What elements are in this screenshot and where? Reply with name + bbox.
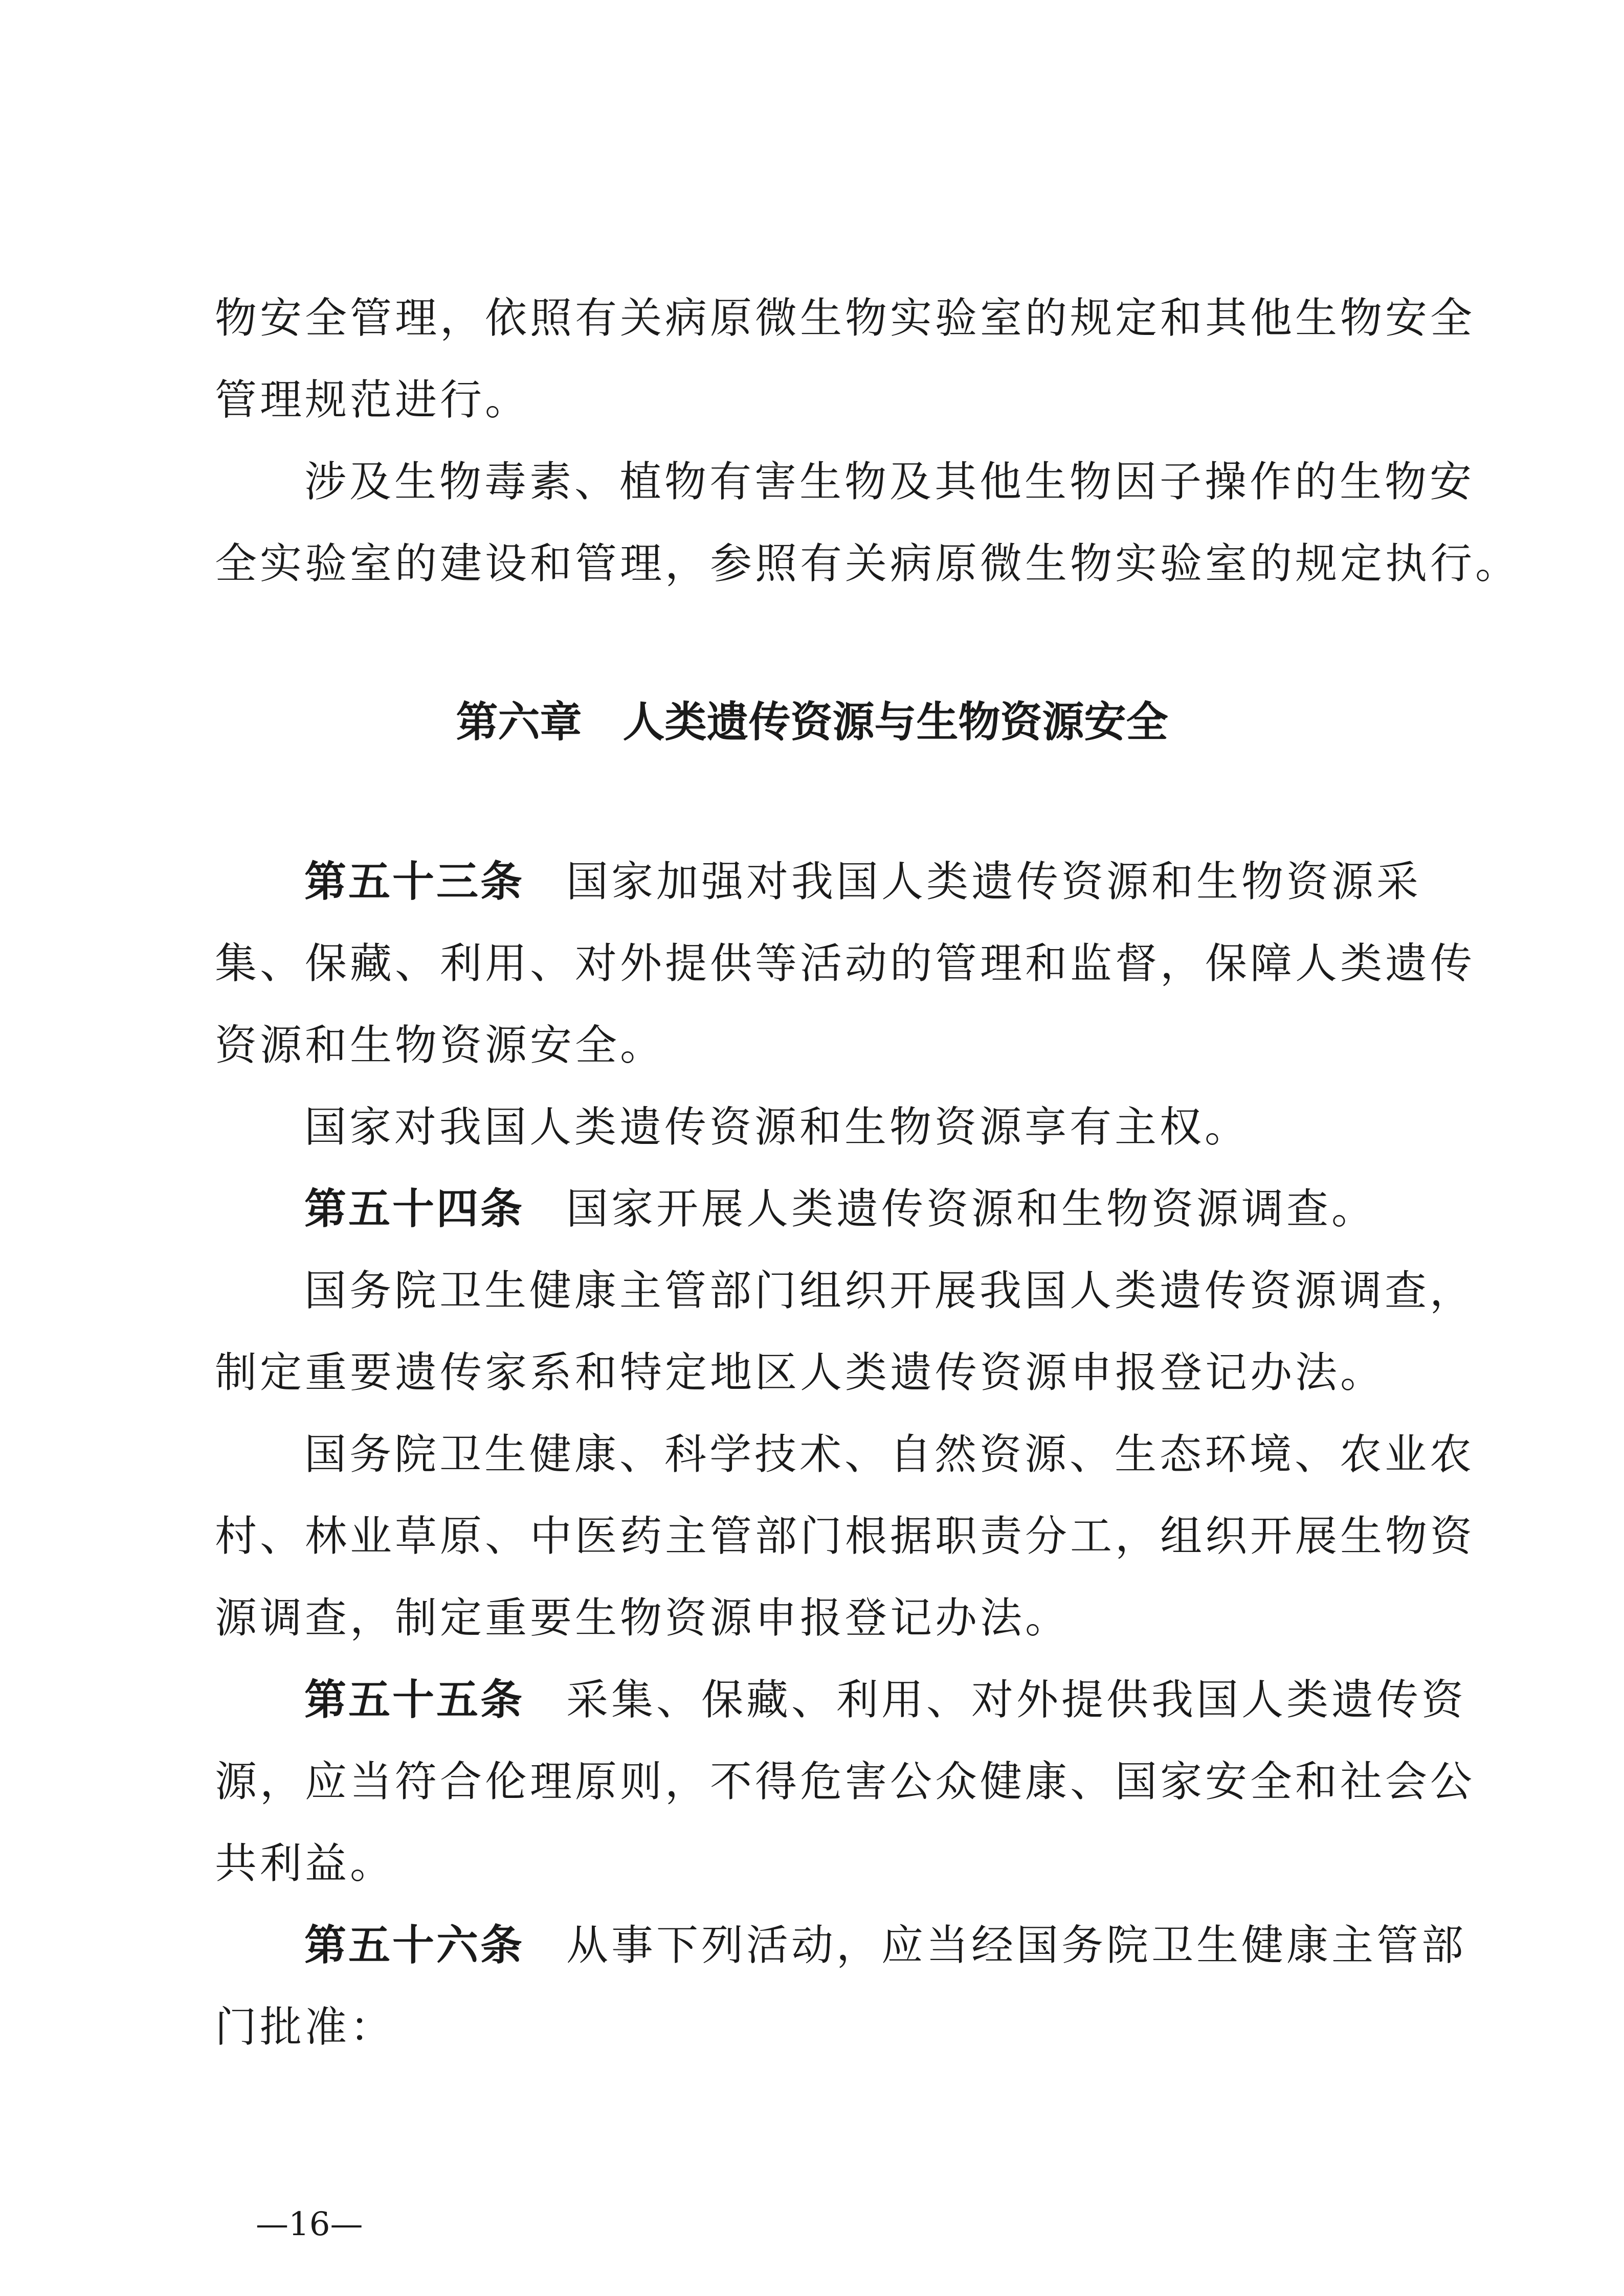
article-53-line <box>304 854 1422 910</box>
article-label: 第五十六条 <box>304 1921 525 1970</box>
chapter-number: 第六章 <box>456 698 582 747</box>
article-label: 第五十五条 <box>304 1676 525 1724</box>
article-label: 第五十三条 <box>304 858 525 906</box>
text-line: 门批准： <box>215 2003 395 2052</box>
article-55-line <box>304 1672 1467 1728</box>
article-label: 第五十四条 <box>304 1185 525 1233</box>
text-line: 集、保藏、利用、对外提供等活动的管理和监督，保障人类遗传 <box>215 939 1476 988</box>
text-line: 国家对我国人类遗传资源和生物资源享有主权。 <box>304 1103 1250 1152</box>
text-line: 物安全管理，依照有关病原微生物实验室的规定和其他生物安全 <box>215 294 1476 343</box>
article-text: 采集、保藏、利用、对外提供我国人类遗传资 <box>566 1676 1467 1724</box>
text-line: 村、林业草原、中医药主管部门根据职责分工，组织开展生物资 <box>215 1512 1476 1561</box>
text-line: 制定重要遗传家系和特定地区人类遗传资源申报登记办法。 <box>215 1348 1386 1397</box>
article-text: 国家加强对我国人类遗传资源和生物资源采 <box>566 858 1422 906</box>
text-line: 全实验室的建设和管理，参照有关病原微生物实验室的规定执行。 <box>215 539 1521 588</box>
article-text: 从事下列活动，应当经国务院卫生健康主管部 <box>566 1921 1467 1970</box>
text-line: 管理规范进行。 <box>215 376 530 424</box>
text-line: 资源和生物资源安全。 <box>215 1021 665 1070</box>
text-line: 国务院卫生健康、科学技术、自然资源、生态环境、农业农 <box>304 1430 1475 1479</box>
chapter-title: 人类遗传资源与生物资源安全 <box>622 698 1168 747</box>
text-line: 国务院卫生健康主管部门组织开展我国人类遗传资源调查， <box>304 1267 1475 1315</box>
text-line: 共利益。 <box>215 1839 395 1888</box>
article-text: 国家开展人类遗传资源和生物资源调查。 <box>566 1185 1377 1233</box>
article-54-line <box>304 1181 1422 1237</box>
text-line: 源调查，制定重要生物资源申报登记办法。 <box>215 1594 1071 1642</box>
chapter-heading <box>0 694 1624 751</box>
article-56-line <box>304 1918 1467 1974</box>
page-number: —16— <box>256 2205 363 2243</box>
text-line: 涉及生物毒素、植物有害生物及其他生物因子操作的生物安 <box>304 458 1475 506</box>
text-line: 源，应当符合伦理原则，不得危害公众健康、国家安全和社会公 <box>215 1758 1476 1806</box>
